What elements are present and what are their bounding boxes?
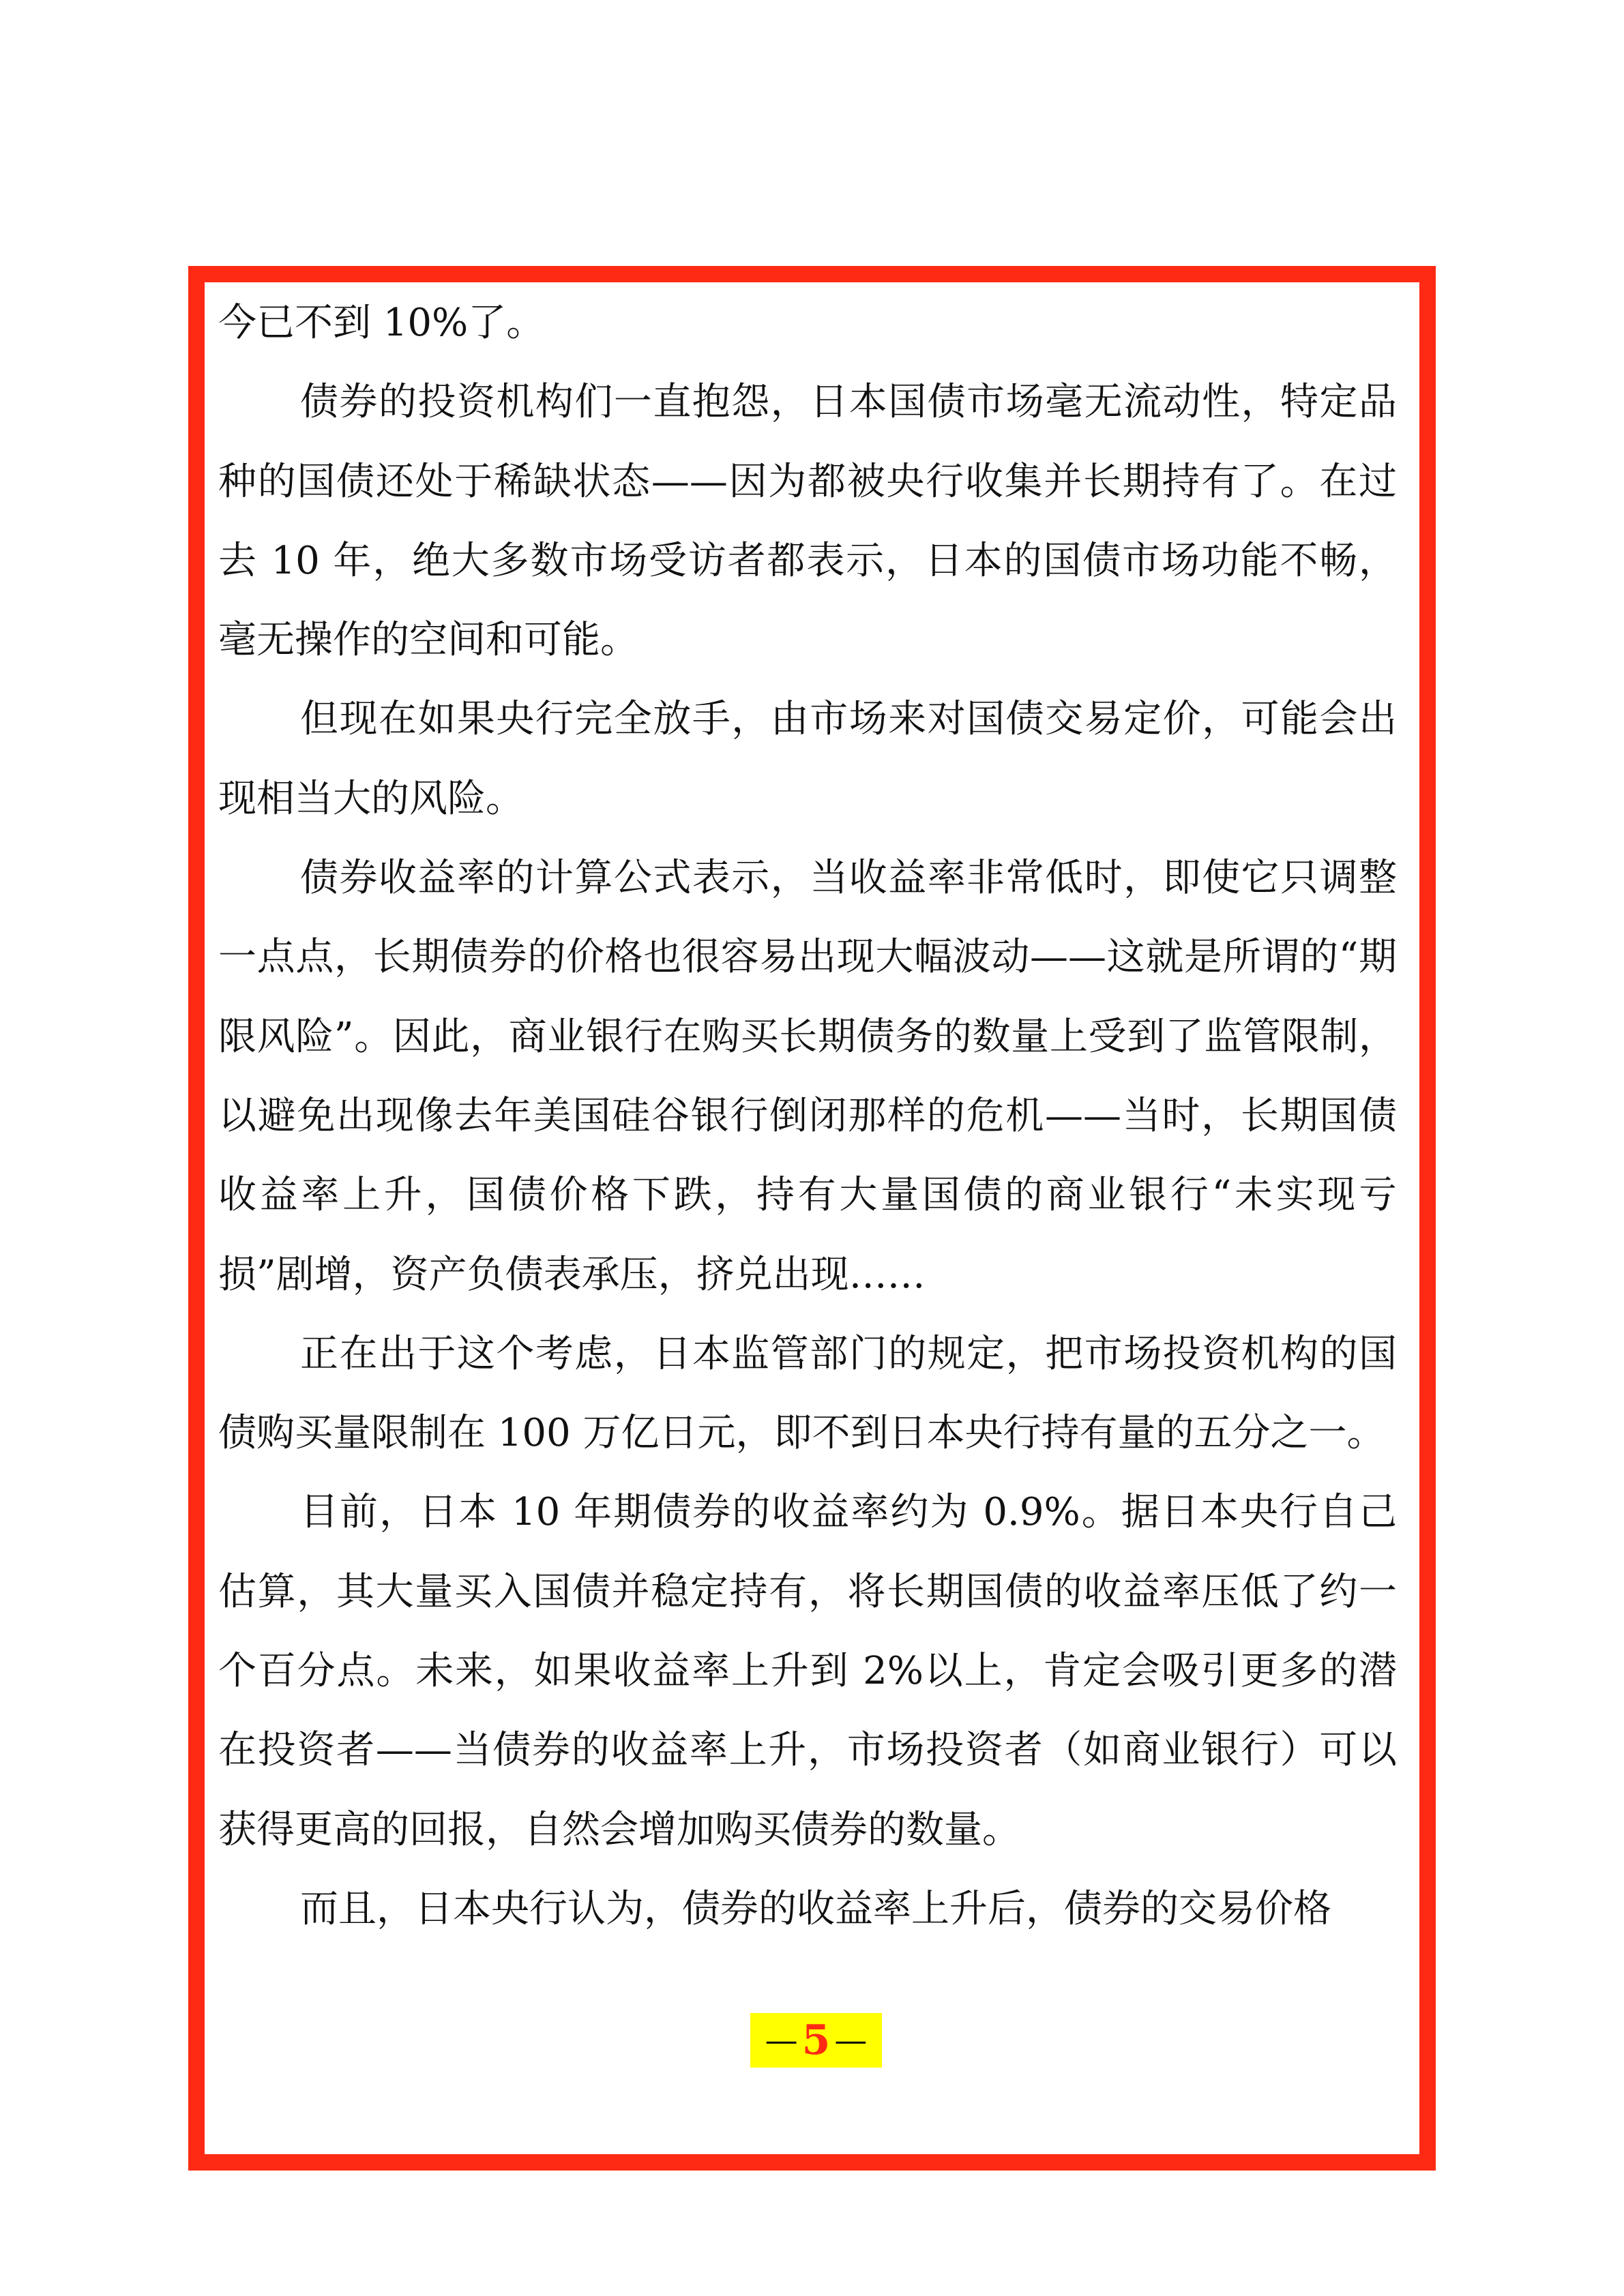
paragraph: 目前，日本 10 年期债券的收益率约为 0.9%。据日本央行自己估算，其大量买入国债并稳定持有，将长期国债的收益率压低了约一个百分点。未来，如果收益率上升到 2%以上，肯定会吸引更多的潜在投资者——当债券的收益率上升，市场投资者（如商业银行）可以获得更高的回报，自然会增加购买债券的数量。 [218,1490,1397,1852]
paragraph: 债券收益率的计算公式表示，当收益率非常低时，即使它只调整一点点，长期债券的价格也很容易出现大幅波动——这就是所谓的“期限风险”。因此，商业银行在购买长期债务的数量上受到了监管限制，以避免出现像去年美国硅谷银行倒闭那样的危机——当时，长期国债收益率上升，国债价格下跌，持有大量国债的商业银行“未实现亏损”剧增，资产负债表承压，挤兑出现…… [218,856,1397,1297]
page-number-dash-right: — [834,2021,868,2059]
paragraph: 债券的投资机构们一直抱怨，日本国债市场毫无流动性，特定品种的国债还处于稀缺状态——因为都被央行收集并长期持有了。在过去 10 年，绝大多数市场受访者都表示，日本的国债市场功能不畅，毫无操作的空间和可能。 [218,380,1397,663]
paragraph: 正在出于这个考虑，日本监管部门的规定，把市场投资机构的国债购买量限制在 100 万亿日元，即不到日本央行持有量的五分之一。 [218,1331,1397,1456]
paragraph: 而且，日本央行认为，债券的收益率上升后，债券的交易价格 [300,1886,1331,1931]
document-body [218,284,1397,1949]
paragraph-continuation: 今已不到 10%了。 [218,301,545,345]
page-number-badge [750,2013,882,2068]
page-number: 5 [801,2016,831,2064]
page-number-dash-left: — [765,2021,798,2059]
paragraph: 但现在如果央行完全放手，由市场来对国债交易定价，可能会出现相当大的风险。 [218,697,1397,821]
